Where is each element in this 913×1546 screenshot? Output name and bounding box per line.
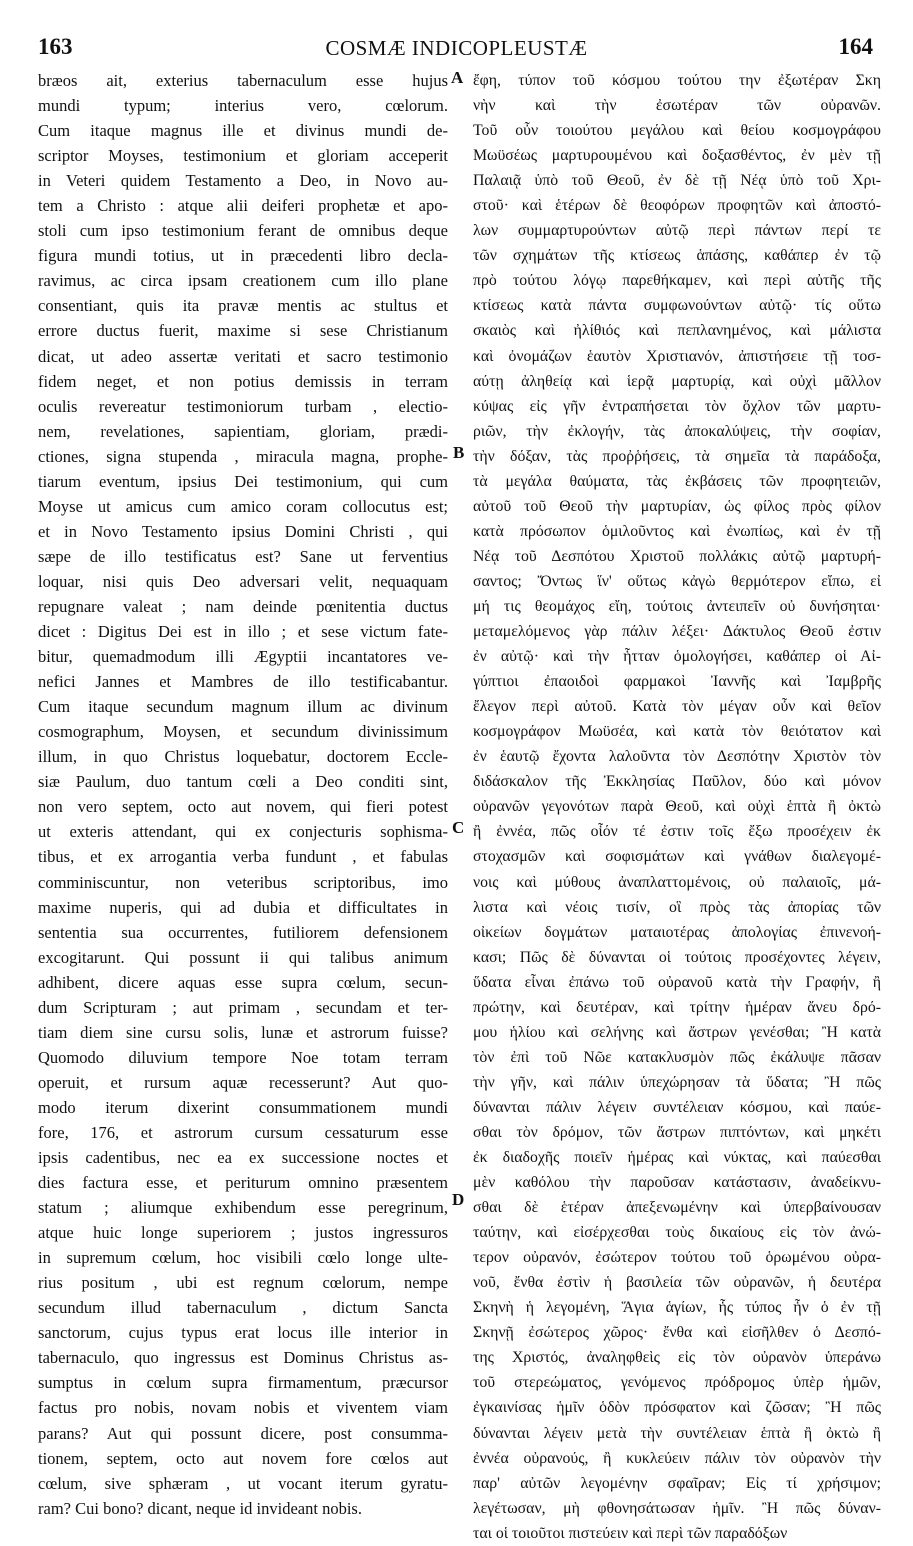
- greek-text-line: τερον οὐρανόν, ἐσώτερον τούτου τοῦ ὁρωμένου οὐρα-: [473, 1249, 881, 1267]
- greek-text-line: γύπτιοι ἐπαοιδοὶ φαρμακοὶ Ἰαννῆς καὶ Ἰαμβρῆς: [473, 673, 881, 691]
- latin-text-line: in supremum cœlum, hoc visibili cœlo longe ulte-: [38, 1248, 448, 1268]
- latin-text-line: consentiant, quis ita pravæ mentis ac stultus et: [38, 296, 448, 316]
- greek-text-line: μὲν καθόλου τὴν παροῦσαν κατάστασιν, ἀναδείκνυ-: [473, 1174, 881, 1192]
- latin-text-line: cœlum, sive sphæram , ut vocant iterum gyratu-: [38, 1473, 448, 1493]
- latin-text-line: sententia sua occurrentes, futiliorem defensionem: [38, 922, 448, 942]
- section-marker-b: B: [453, 443, 465, 462]
- latin-text-line: bræos ait, exterius tabernaculum esse hujus: [38, 71, 448, 90]
- greek-text-line: τὸν ἐπὶ τοῦ Νῶε κατακλυσμὸν πῶς ἐκάλυψε πᾶσαν: [473, 1048, 881, 1066]
- latin-text-line: Cum itaque secundum magnum illum ac divinum: [38, 697, 448, 717]
- greek-text-line: μή τις θεομάχος εἴη, τούτοις ἀντειπεῖν οὐ δυνήσηται·: [473, 597, 881, 615]
- latin-text-line: sæpe de illo testificatus est? Sane ut ferventius: [38, 546, 448, 566]
- latin-text-line: operuit, et rursum aquæ recesserunt? Aut quo-: [38, 1072, 448, 1092]
- latin-text-line: errore ductus fuerit, maxime si sese Christianum: [38, 321, 448, 341]
- latin-text-line: nem, revelationes, sapientiam, gloriam, prædi-: [38, 421, 448, 441]
- latin-text-line: scriptor Moyses, testimonium et gloriam acceperit: [38, 146, 448, 166]
- greek-text-line: ἔφη, τύπον τοῦ κόσμου τούτου την ἐξωτέραν Σκη: [473, 72, 881, 89]
- greek-text-line: καὶ ὀνομάζων ἑαυτὸν Χριστιανόν, ἀπιστήσειε τῇ τοσ-: [473, 347, 881, 365]
- latin-text-line: parans? Aut qui possunt dicere, post consumma-: [38, 1423, 448, 1443]
- greek-text-line: πρὸ τούτου λόγῳ παρεθήκαμεν, καὶ περὶ αὐτῆς τῆς: [473, 272, 881, 290]
- greek-text-line: τῶν σχημάτων τῆς κτίσεως ἁπάσης, καθάπερ ἐν τῷ: [473, 247, 881, 265]
- greek-text-line: Νέᾳ τοῦ Δεσπότου Χριστοῦ πολλάκις αὐτῷ μαρτυρή-: [473, 547, 881, 565]
- latin-text-line: statum ; aliumque exhibendum esse peregrinum,: [38, 1198, 448, 1218]
- greek-text-line: στοχασμῶν καὶ σοφισμάτων καὶ γνάθων διαλεγομέ-: [473, 848, 881, 866]
- greek-text-line: ἔλεγον περὶ αὐτοῦ. Κατὰ τὸν μέγαν οὖν καὶ θεῖον: [473, 698, 881, 716]
- latin-text-line: ut exteris attendant, qui ex conjecturis sophisma-: [38, 822, 448, 842]
- greek-text-line: ἢ ἐννέα, πῶς οἷόν τέ ἐστιν τοῖς ἔξω προσέχειν ἐκ: [473, 823, 881, 841]
- latin-text-line: ram? Cui bono? dicant, neque id invideant nobis.: [38, 1498, 362, 1518]
- latin-text-line: dicat, ut adeo assertæ veritati et sacro testimonio: [38, 346, 448, 366]
- latin-text-line: stoli cum ipso testimonium ferant de omnibus deque: [38, 221, 448, 241]
- greek-text-line: τοῦ στερεώματος, γενόμενος πρόδρομος ὑπὲρ ἡμῶν,: [473, 1374, 881, 1392]
- greek-text-line: Σκηνῇ ἐσώτερος χῶρος· ἔνθα καὶ εἰσῆλθεν ὁ Δεσπό-: [473, 1324, 881, 1342]
- greek-text-line: παρ' αὐτῶν λεγομένην σφαῖραν; Εἰς τί χρήσιμον;: [473, 1474, 881, 1492]
- greek-text-line: δύνανται λέγειν μετὰ τὴν συντέλειαν ἑπτὰ ἢ ὀκτὼ ἢ: [473, 1424, 881, 1442]
- section-marker-d: D: [452, 1190, 465, 1209]
- greek-text-line: πρώτην, καὶ δευτέραν, καὶ τρίτην ἡμέραν ἄνευ δρό-: [473, 998, 881, 1016]
- greek-text-line: νὴν καὶ τὴν ἐσωτέραν τῶν οὐρανῶν.: [473, 97, 881, 115]
- greek-text-line: αὐτοῦ τοῦ Θεοῦ τὴν μαρτυρίαν, ὡς φίλος πρὸς φίλον: [473, 497, 881, 515]
- latin-text-line: bitur, quemadmodum illi Ægyptii incantatores ve-: [38, 647, 448, 667]
- latin-text-line: excogitarunt. Qui possunt ii qui talibus animum: [38, 947, 448, 967]
- greek-column: [473, 68, 881, 1546]
- latin-text-line: factus pro nobis, novam nobis et viventem viam: [38, 1398, 448, 1418]
- greek-text-line: ἐγκαινίσας ἡμῖν ὁδὸν πρόσφατον καὶ ζῶσαν; Ἢ πῶς: [473, 1399, 881, 1417]
- greek-text-line: νοις καὶ μύθους ἀναπλαττομένοις, οὐ παλαιοῖς, μά-: [473, 873, 881, 891]
- greek-text-line: κοσμογράφον Μωϋσέα, καὶ κατὰ τὸν θειότατον καὶ: [473, 723, 881, 741]
- latin-text-line: illum, in quo Christus loquebatur, doctorem Eccle-: [38, 747, 448, 767]
- greek-text-line: δύνανται πάλιν λέγειν συντέλειαν κόσμου, καὶ παύε-: [473, 1098, 881, 1116]
- greek-text-line: ἐν ἑαυτῷ ἔχοντα λαλοῦντα τὸν Δεσπότην Χριστὸν τὸν: [473, 748, 881, 766]
- latin-text-line: fidem neget, et non potius demissis in terram: [38, 371, 448, 391]
- latin-text-line: modo iterum dixerint consummationem mundi: [38, 1097, 448, 1117]
- latin-text-line: oculis revereatur testimoniorum turbam , electio-: [38, 396, 448, 416]
- page-number-left: 163: [38, 34, 73, 59]
- latin-text-line: ipsis cadentibus, nec ea ex successione noctes et: [38, 1148, 448, 1168]
- greek-text-line: λιστα καὶ νέοις τισίν, οἳ πρὸς τὰς ἀπορίας τῶν: [473, 898, 881, 916]
- greek-text-line: λων συμμαρτυρούντων αὐτῷ περὶ πάντων περί τε: [473, 222, 881, 240]
- latin-text-line: cosmographum, Moysen, et secundum divinissimum: [38, 722, 448, 742]
- greek-text-line: τὰ μεγάλα θαύματα, τὰς ἐκβάσεις τῶν προφητειῶν,: [473, 472, 881, 490]
- latin-text-line: Quomodo diluvium tempore Noe totam terram: [38, 1047, 448, 1067]
- latin-text-line: tem a Christo : atque alii deiferi prophetæ et apo-: [38, 196, 448, 216]
- greek-text-line: μεταμελόμενος γὰρ πάλιν λέξει· Δάκτυλος Θεοῦ ἐστιν: [473, 623, 881, 641]
- latin-text-line: ctiones, signa stupenda , miracula magna, prophe-: [38, 446, 448, 466]
- latin-text-line: mundi typum; interius vero, cœlorum.: [38, 96, 448, 116]
- greek-text-line: οἰκείων δογμάτων ματαιοτέρας ἀπολογίας ἐπινενοή-: [473, 923, 881, 941]
- latin-text-line: non vero septem, octo aut novem, qui fieri potest: [38, 797, 448, 817]
- latin-text-line: secundum illud tabernaculum , dictum Sancta: [38, 1298, 448, 1318]
- greek-text-line: οὐρανῶν γεγονότων παρὰ Θεοῦ, καὶ οὐχὶ ἑπτὰ ἢ ὀκτὼ: [473, 798, 881, 816]
- latin-text-line: tabernaculo, quo ingressus est Dominus Christus as-: [38, 1348, 448, 1368]
- page-number-right: 164: [838, 34, 873, 59]
- greek-text-line: ἐν αὐτῷ· καὶ τὴν ἧτταν ὁμολογήσει, καθάπερ οἱ Αἰ-: [473, 648, 881, 666]
- greek-text-line: ὕδατα εἶναι ἐπάνω τοῦ οὐρανοῦ κατὰ τὴν Γραφήν, ἢ: [473, 973, 881, 991]
- latin-text-line: in Veteri quidem Testamento a Deo, in Novo au-: [38, 171, 448, 191]
- greek-text-line: Παλαιᾷ ὑπὸ τοῦ Θεοῦ, ἐν δὲ τῇ Νέᾳ ὑπὸ τοῦ Χρι-: [473, 172, 881, 190]
- section-marker-c: C: [452, 818, 465, 837]
- latin-text-line: nefici Jannes et Mambres de illo testificabantur.: [38, 672, 448, 692]
- latin-text-line: dicet : Digitus Dei est in illo ; et sese victum fate-: [38, 622, 448, 642]
- greek-text-line: Μωϋσέως μαρτυρουμένου καὶ δοξασθέντος, ἐν μὲν τῇ: [473, 147, 881, 165]
- latin-text-line: tibus, et ex arrogantia verba fundunt , et fabulas: [38, 847, 448, 867]
- greek-text-line: σκαιὸς καὶ ἠλίθιός καὶ πεπλανημένος, καὶ μάλιστα: [473, 322, 881, 340]
- latin-column: [38, 68, 448, 1521]
- greek-text-line: νοῦ, ἔνθα ἐστὶν ἡ βασιλεία τῶν οὐρανῶν, ἡ δευτέρα: [473, 1274, 881, 1292]
- latin-text-line: Moyse ut amicus cum amico coram collocutus est;: [38, 496, 448, 516]
- latin-text-line: sumptus in cœlum supra firmamentum, præcursor: [38, 1373, 448, 1393]
- latin-text-line: tionem, septem, octo aut novem fore cœlos aut: [38, 1448, 448, 1468]
- section-marker-a: A: [451, 68, 464, 87]
- greek-text-line: αύτῃ ἀληθείᾳ καὶ ἱερᾷ μαρτυρίᾳ, καὶ οὐχὶ μᾶλλον: [473, 372, 881, 390]
- greek-text-line: ἐκ διαδοχῆς ποιεῖν ἡμέρας καὶ νύκτας, καὶ παύεσθαι: [473, 1149, 881, 1167]
- latin-text-line: comminiscuntur, non veteribus scriptoribus, imo: [38, 872, 448, 892]
- latin-text-line: atque huic longe superiorem ; justos ingressuros: [38, 1223, 448, 1243]
- greek-text-line: σθαι δὲ ἑτέραν ἀπεξενωμένην καὶ ὑπερβαίνουσαν: [473, 1199, 881, 1217]
- latin-text-line: dum Scripturam ; aut primam , secundam et ter-: [38, 997, 448, 1017]
- latin-text-line: rius positum , ubi est regnum cœlorum, nempe: [38, 1273, 448, 1293]
- latin-text-line: tiam diem sine cursu solis, lunæ et astrorum fuisse?: [38, 1022, 448, 1042]
- greek-text-line: ριῶν, τὴν ἐκλογήν, τὰς ἀποκαλύψεις, τὴν σοφίαν,: [473, 422, 881, 440]
- latin-text-line: ravimus, ac circa ipsam creationem cum illo plane: [38, 271, 448, 291]
- latin-text-line: sanctorum, cujus typus erat locus ille interior in: [38, 1323, 448, 1343]
- latin-text-line: dies factura esse, et periturum omnino præsentem: [38, 1173, 448, 1193]
- greek-text-line: σαντος; Ὄντως ἵν' οὕτως κἀγὼ θερμότερον εἴπω, εἰ: [473, 572, 881, 590]
- latin-text-line: adhibent, dicere aquas esse supra cœlum, secun-: [38, 972, 448, 992]
- greek-text-line: Σκηνὴ ἡ λεγομένη, Ἅγια ἁγίων, ἧς τύπος ἦν ὁ ἐν τῇ: [473, 1299, 881, 1317]
- greek-text-line: λεγέτωσαν, μὴ φθονησάτωσαν ἡμῖν. Ἢ πῶς δύναν-: [473, 1499, 881, 1517]
- latin-text-line: maxime nuperis, qui ad dubia et difficultates in: [38, 897, 448, 917]
- greek-text-line: κτίσεως κατὰ πάντα συμφωνούντων αὐτῷ· τίς οὕτω: [473, 297, 881, 315]
- latin-text-line: figura mundi totius, ut in præcedenti libro decla-: [38, 246, 448, 266]
- greek-text-line: ταύτην, καὶ εἰσέρχεσθαι τοὺς δικαίους εἰς τὸν ἀνώ-: [473, 1224, 881, 1242]
- page-header: [30, 34, 883, 66]
- latin-text-line: tiarum eventum, ipsius Dei testimonium, qui cum: [38, 471, 448, 491]
- greek-text-line: στοῦ· καὶ ἑτέρων δὲ θεοφόρων προφητῶν καὶ ἀποστό-: [473, 197, 881, 215]
- latin-text-line: siæ Paulum, duo tantum cœli a Deo conditi sint,: [38, 772, 448, 792]
- greek-text-line: τὴν δόξαν, τὰς προῤῥήσεις, τὰ σημεῖα τὰ παράδοξα,: [473, 447, 881, 465]
- greek-text-line: μου ἡλίου καὶ σελήνης καὶ ἄστρων γενέσθαι; Ἢ κατὰ: [473, 1023, 881, 1041]
- running-title: COSMÆ INDICOPLEUSTÆ: [325, 36, 588, 60]
- greek-text-line: σθαι τὸν δρόμον, τῶν ἄστρων πιπτόντων, καὶ μηκέτι: [473, 1123, 881, 1141]
- greek-text-line: κύψας εἰς γῆν ἐντραπήσεται τὸν ὄχλον τῶν μαρτυ-: [473, 397, 881, 415]
- greek-text-line: της Χριστός, ἀναληφθεὶς εἰς τὸν οὐρανὸν ὑπεράνω: [473, 1349, 881, 1367]
- greek-text-line: διδάσκαλον τῆς Ἐκκλησίας Παῦλον, δύο καὶ μόνον: [473, 773, 881, 791]
- greek-text-line: τὴν γῆν, καὶ πάλιν ὑπεχώρησαν τὰ ὕδατα; Ἢ πῶς: [473, 1073, 881, 1091]
- greek-text-line: κατὰ πρόσωπον ὁμιλοῦντος καὶ ἐνωπίως, καὶ ἐν τῇ: [473, 522, 881, 540]
- latin-text-line: Cum itaque magnus ille et divinus mundi de-: [38, 121, 448, 141]
- latin-text-line: repugnare valeat ; nam deinde pœnitentia ductus: [38, 596, 448, 616]
- greek-text-line: Τοῦ οὖν τοιούτου μεγάλου καὶ θείου κοσμογράφου: [473, 122, 881, 140]
- greek-text-line: ἐννέα οὐρανούς, ἢ κυκλεύειν πάλιν τὸν οὐρανὸν τὴν: [473, 1449, 881, 1467]
- latin-text-line: loquar, nisi quis Deo adversari velit, nequaquam: [38, 571, 448, 591]
- latin-text-line: fore, 176, et astrorum cursum cessaturum esse: [38, 1122, 448, 1142]
- greek-text-line: ται οἱ τοιοῦτοι πιστεύειν καὶ περὶ τῶν παραδόξων: [473, 1524, 788, 1542]
- greek-text-line: κασι; Πῶς δὲ δύνανται οἱ τούτοις προσέχοντες λέγειν,: [473, 948, 881, 966]
- latin-text-line: et in Novo Testamento ipsius Domini Christi , qui: [38, 521, 448, 541]
